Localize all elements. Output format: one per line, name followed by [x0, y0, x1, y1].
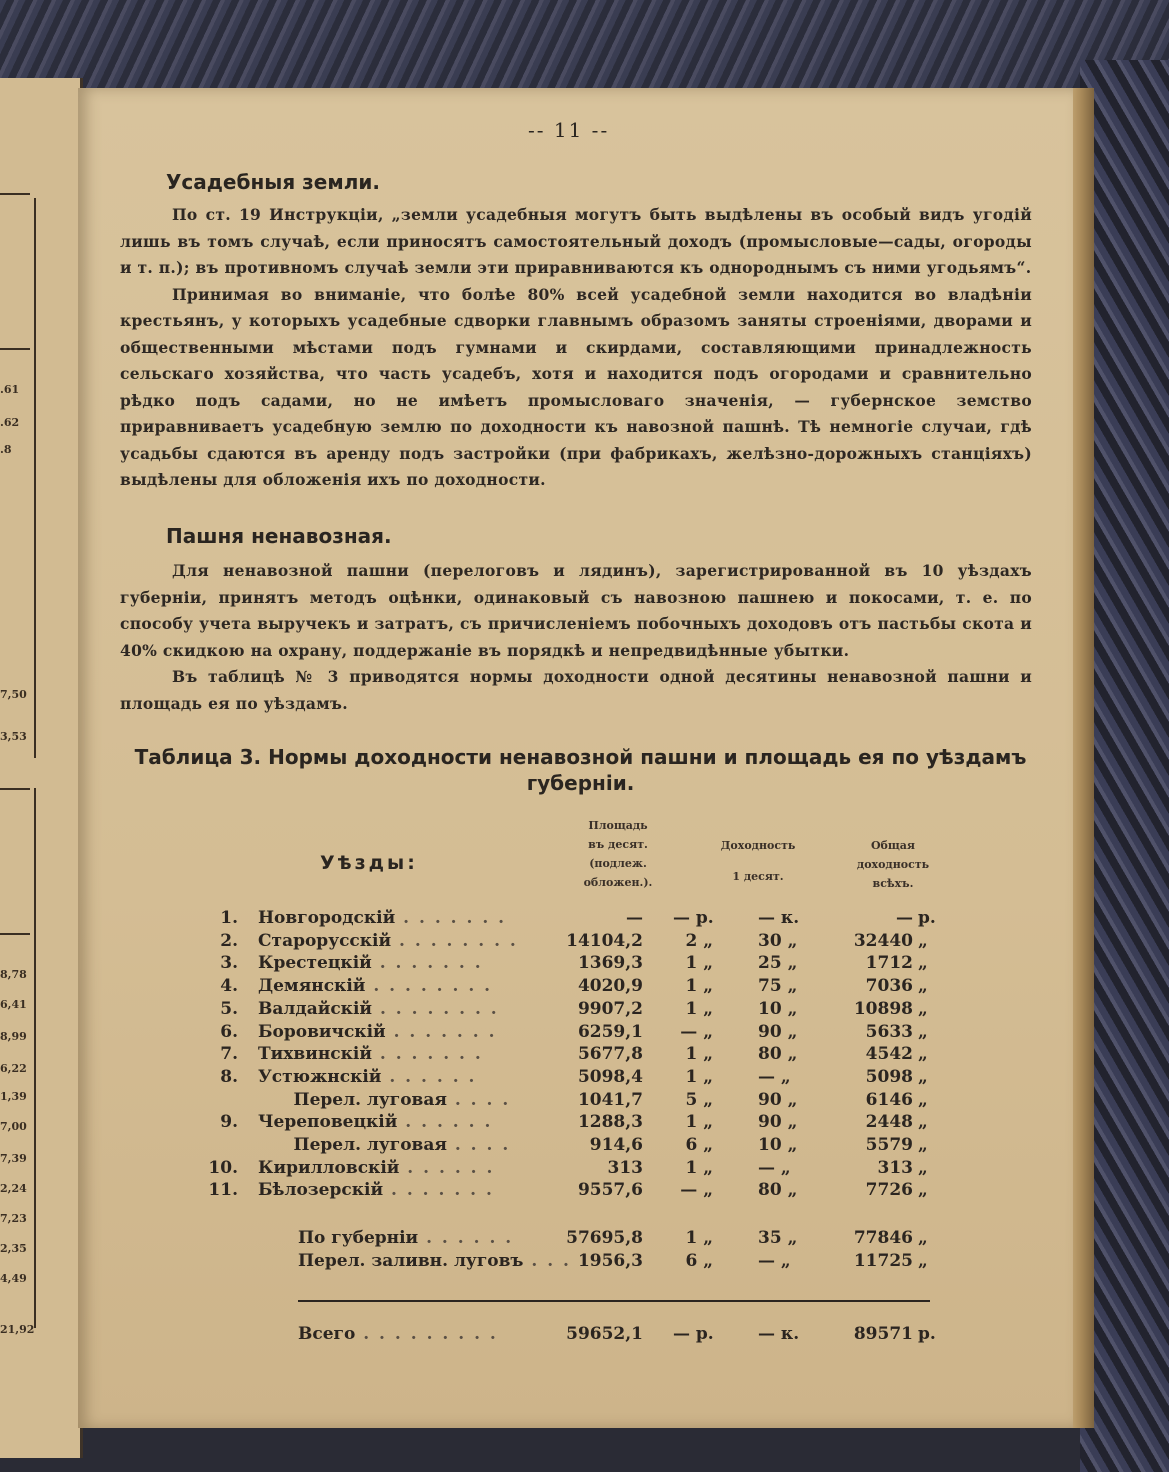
total-income: 7726 [865, 1180, 913, 1201]
area-value: 6259,1 [577, 1021, 643, 1042]
area-value: 1369,3 [577, 953, 643, 974]
prev-page-rule [0, 193, 30, 195]
area-value: 5677,8 [577, 1044, 643, 1065]
total-income: 32440 [853, 930, 913, 951]
income-rubles: 1 „ [685, 998, 713, 1019]
prev-page-number: .62 [0, 416, 20, 429]
total-suffix: „ [918, 976, 928, 997]
column-header-uezdy: Уѣзды: [320, 852, 418, 874]
header-line: Площадь [588, 819, 648, 832]
total-income: 2448 [865, 1112, 913, 1133]
income-kopecks: 10 „ [758, 1135, 798, 1155]
table-row [78, 1180, 1073, 1203]
header-line: обложен.). [583, 876, 653, 889]
row-number: 6. [220, 1021, 238, 1042]
total-suffix: „ [918, 1135, 928, 1155]
total-income: 5098 [865, 1066, 913, 1087]
section-heading-usadebnye: Усадебныя земли. [166, 170, 380, 194]
total-rule [298, 1300, 930, 1302]
row-number: 10. [208, 1157, 238, 1178]
leader-dots: . . . . . . . [395, 908, 507, 928]
income-rubles: — „ [680, 1021, 713, 1042]
previous-page-strip [0, 78, 83, 1458]
book-page [78, 88, 1073, 1428]
paragraph: Въ таблицѣ № 3 приводятся нормы доходности одной десятины ненавозной пашни и площадь ея по уѣздамъ. [120, 667, 1032, 713]
income-kopecks: 90 „ [758, 1112, 798, 1133]
district-name: Устюжнскій . . . . . . [258, 1066, 477, 1087]
total-suffix: „ [918, 1089, 928, 1110]
leader-dots: . . . . [446, 1089, 511, 1110]
page-number: -- 11 -- [528, 118, 610, 142]
header-line: Доходность [720, 839, 796, 852]
income-kopecks: 90 „ [758, 1021, 798, 1042]
section-body-pashnya [120, 558, 1032, 717]
prev-page-number: 7,23 [0, 1212, 27, 1225]
income-kopecks: — „ [758, 1251, 791, 1271]
header-line: доходность [856, 858, 930, 871]
book-binding-top [0, 0, 1169, 100]
district-name: Валдайскій . . . . . . . . [258, 998, 499, 1019]
total-income: 11725 [853, 1251, 913, 1271]
table-row [78, 1135, 1073, 1158]
total-suffix: „ [918, 1157, 928, 1178]
prev-page-number: 21,92 [0, 1323, 35, 1336]
income-kopecks: — „ [758, 1066, 791, 1087]
total-suffix: „ [918, 930, 928, 951]
paragraph: Для ненавозной пашни (перелоговъ и лядинъ), зарегистрированной въ 10 уѣздахъ губерніи, принятъ методъ оцѣнки, одинаковый съ навозною пашнею и покосами, т. е. по способу учета выручекъ и затратъ, съ причисленіемъ побочныхъ доходовъ отъ пастьбы скота и 40% скидкою на охрану, поддержаніе въ порядкѣ и непредвидѣнные убытки. [120, 561, 1032, 660]
section-heading-pashnya: Пашня ненавозная. [166, 524, 392, 548]
leader-dots: . . . . . . . [383, 1180, 494, 1201]
table-row [78, 1090, 1073, 1113]
prev-page-number: .8 [0, 443, 12, 456]
total-income: 77846 [853, 1228, 913, 1248]
income-rubles: — р. [673, 1324, 714, 1344]
table-row [78, 953, 1073, 976]
income-kopecks: 35 „ [758, 1228, 798, 1248]
total-income: 6146 [865, 1089, 913, 1110]
area-value: 1288,3 [577, 1112, 643, 1133]
income-rubles: 6 „ [685, 1251, 713, 1271]
income-rubles: 1 „ [685, 1044, 713, 1065]
total-suffix: „ [918, 1021, 928, 1042]
prev-page-rule [0, 933, 30, 935]
total-income: 1712 [865, 953, 913, 974]
district-name: Крестецкій . . . . . . . [258, 953, 483, 974]
table-row [78, 1251, 1073, 1274]
total-income: 313 [877, 1157, 913, 1178]
prev-page-number: 8,99 [0, 1030, 27, 1043]
area-value: 1956,3 [577, 1251, 643, 1271]
paragraph: По ст. 19 Инструкціи, „земли усадебныя могутъ быть выдѣлены въ особый видъ угодій лишь въ томъ случаѣ, если приносятъ самостоятельный доходъ (промысловые—сады, огороды и т. п.); въ противномъ случаѣ земли эти приравниваются къ однороднымъ съ ними угодьямъ“. [120, 205, 1032, 277]
total-income: 4542 [865, 1044, 913, 1065]
table-row [78, 976, 1073, 999]
prev-page-number: 7,39 [0, 1152, 27, 1165]
total-income: 89571 [853, 1324, 913, 1344]
prev-page-number: .61 [0, 383, 20, 396]
area-value: 914,6 [589, 1135, 643, 1155]
prev-page-number: 6,41 [0, 998, 27, 1011]
area-value: — [626, 908, 643, 928]
table-row [78, 1324, 1073, 1347]
income-rubles: 1 „ [685, 1112, 713, 1133]
total-income: 5633 [865, 1021, 913, 1042]
total-suffix: р. [918, 1324, 936, 1344]
district-name: Тихвинскій . . . . . . . [258, 1044, 483, 1065]
row-number: 1. [220, 908, 238, 928]
area-value: 5098,4 [577, 1066, 643, 1087]
row-number: 5. [220, 998, 238, 1019]
district-name: Боровичскій . . . . . . . [258, 1021, 497, 1042]
income-rubles: 1 „ [685, 976, 713, 997]
income-rubles: — р. [673, 908, 714, 928]
prev-page-number: 2,35 [0, 1242, 27, 1255]
table-row [78, 908, 1073, 931]
district-name: Демянскій . . . . . . . . [258, 976, 493, 997]
income-rubles: — „ [680, 1180, 713, 1201]
total-suffix: „ [918, 953, 928, 974]
row-number: 9. [220, 1112, 238, 1133]
prev-page-number: 3,53 [0, 730, 27, 743]
leader-dots: . . . . . . . . [391, 930, 518, 951]
district-name: Новгородскій . . . . . . . [258, 908, 507, 928]
income-kopecks: 90 „ [758, 1089, 798, 1110]
area-value: 14104,2 [566, 930, 643, 951]
prev-page-vrule [34, 198, 36, 758]
prev-page-number: 7,50 [0, 688, 27, 701]
total-income: 7036 [865, 976, 913, 997]
row-number: 11. [208, 1180, 238, 1201]
total-suffix: „ [918, 1251, 928, 1271]
table-row [78, 1022, 1073, 1045]
prev-page-number: 8,78 [0, 968, 27, 981]
area-value: 57695,8 [566, 1228, 643, 1248]
section-body-usadebnye [120, 202, 1032, 494]
table-title: Таблица 3. Нормы доходности ненавозной пашни и площадь ея по уѣздамъ губерніи. [134, 745, 1027, 795]
total-suffix: „ [918, 1112, 928, 1133]
leader-dots: . . . . . . . . [372, 998, 499, 1019]
area-value: 1041,7 [577, 1089, 643, 1110]
prev-page-number: 6,22 [0, 1062, 27, 1075]
leader-dots: . . . . . . [397, 1112, 493, 1133]
leader-dots: . . . . . . . [385, 1021, 497, 1042]
leader-dots: . . . . . . . . [365, 976, 493, 997]
table-row [78, 1067, 1073, 1090]
column-header-area [568, 816, 668, 892]
district-name: Всего . . . . . . . . . [298, 1324, 498, 1344]
prev-page-number: 7,00 [0, 1120, 27, 1133]
table-row [78, 1228, 1073, 1251]
prev-page-number: 2,24 [0, 1182, 27, 1195]
leader-dots: . . . . . . [399, 1157, 495, 1178]
prev-page-number: 4,49 [0, 1272, 27, 1285]
prev-page-number: 1,39 [0, 1090, 27, 1103]
total-suffix: „ [918, 1228, 928, 1248]
income-rubles: 6 „ [685, 1135, 713, 1155]
income-rubles: 1 „ [685, 1157, 713, 1178]
district-name: По губерніи . . . . . . [298, 1228, 514, 1248]
header-line: въ десят. [588, 838, 648, 851]
district-name: Бѣлозерскій . . . . . . . [258, 1180, 494, 1201]
total-income: 10898 [853, 998, 913, 1019]
table-row [78, 1044, 1073, 1067]
total-suffix: „ [918, 1066, 928, 1087]
leader-dots: . . . . . . . [371, 1044, 483, 1065]
prev-page-rule [0, 348, 30, 350]
district-name: Старорусскій . . . . . . . . [258, 930, 518, 951]
district-name: Перел. луговая . . . . [258, 1089, 511, 1110]
leader-dots: . . . . . . . . . [355, 1324, 498, 1344]
row-number: 4. [220, 976, 238, 997]
table-row [78, 931, 1073, 954]
leader-dots: . . . [523, 1251, 571, 1271]
header-line: (подлеж. [589, 857, 647, 870]
row-number: 3. [220, 953, 238, 974]
income-rubles: 1 „ [685, 1228, 713, 1248]
row-number: 8. [220, 1066, 238, 1087]
income-kopecks: — к. [758, 1324, 800, 1344]
district-name: Перел. луговая . . . . [258, 1135, 511, 1155]
row-number: 2. [220, 930, 238, 951]
header-line: Общая [870, 839, 916, 852]
table-row [78, 999, 1073, 1022]
leader-dots: . . . . . . [418, 1228, 514, 1248]
header-line: всѣхъ. [872, 877, 914, 890]
income-kopecks: 10 „ [758, 998, 798, 1019]
income-kopecks: 80 „ [758, 1180, 798, 1201]
income-kopecks: 25 „ [758, 953, 798, 974]
total-income: — [896, 908, 913, 928]
paragraph: Принимая во вниманіе, что болѣе 80% всей усадебной земли находится во владѣніи крестьянъ, у которыхъ усадебные сдворки главнымъ образомъ заняты строеніями, дворами и общественными мѣстами подъ гумнами и скирдами, составляющими принадлежность сельскаго хозяйства, что часть усадебъ, хотя и находится подъ огородами и сравнительно рѣдко подъ садами, но не имѣетъ промысловаго значенія, — губернское земство приравниваетъ усадебную землю по доходности къ навозной пашнѣ. Тѣ немногіе случаи, гдѣ усадьбы сдаются въ аренду подъ застройки (при фабрикахъ, желѣзно-дорожныхъ станціяхъ) выдѣлены для обложенія ихъ по доходности. [120, 284, 1032, 489]
leader-dots: . . . . . . . [371, 953, 483, 974]
area-value: 313 [607, 1157, 643, 1178]
total-suffix: „ [918, 1180, 928, 1201]
leader-dots: . . . . [446, 1135, 511, 1155]
income-kopecks: 80 „ [758, 1044, 798, 1065]
area-value: 9907,2 [577, 998, 643, 1019]
income-rubles: 2 „ [685, 930, 713, 951]
leader-dots: . . . . . . [381, 1066, 477, 1087]
district-name: Перел. заливн. луговъ . . . [298, 1251, 571, 1271]
row-number: 7. [220, 1044, 238, 1065]
income-rubles: 1 „ [685, 953, 713, 974]
income-rubles: 5 „ [685, 1089, 713, 1110]
column-header-income [698, 836, 818, 886]
header-line: 1 десят. [732, 870, 784, 883]
income-kopecks: 75 „ [758, 976, 798, 997]
column-header-total [838, 836, 948, 893]
district-name: Череповецкій . . . . . . [258, 1112, 493, 1133]
total-suffix: „ [918, 1044, 928, 1065]
total-income: 5579 [865, 1135, 913, 1155]
income-kopecks: — к. [758, 908, 800, 928]
table-row [78, 1158, 1073, 1181]
district-name: Кирилловскій . . . . . . [258, 1157, 495, 1178]
total-suffix: р. [918, 908, 936, 928]
area-value: 4020,9 [577, 976, 643, 997]
area-value: 59652,1 [566, 1324, 643, 1344]
total-suffix: „ [918, 998, 928, 1019]
area-value: 9557,6 [577, 1180, 643, 1201]
income-kopecks: — „ [758, 1157, 791, 1178]
income-rubles: 1 „ [685, 1066, 713, 1087]
income-kopecks: 30 „ [758, 930, 798, 951]
table-row [78, 1112, 1073, 1135]
prev-page-rule [0, 788, 30, 790]
